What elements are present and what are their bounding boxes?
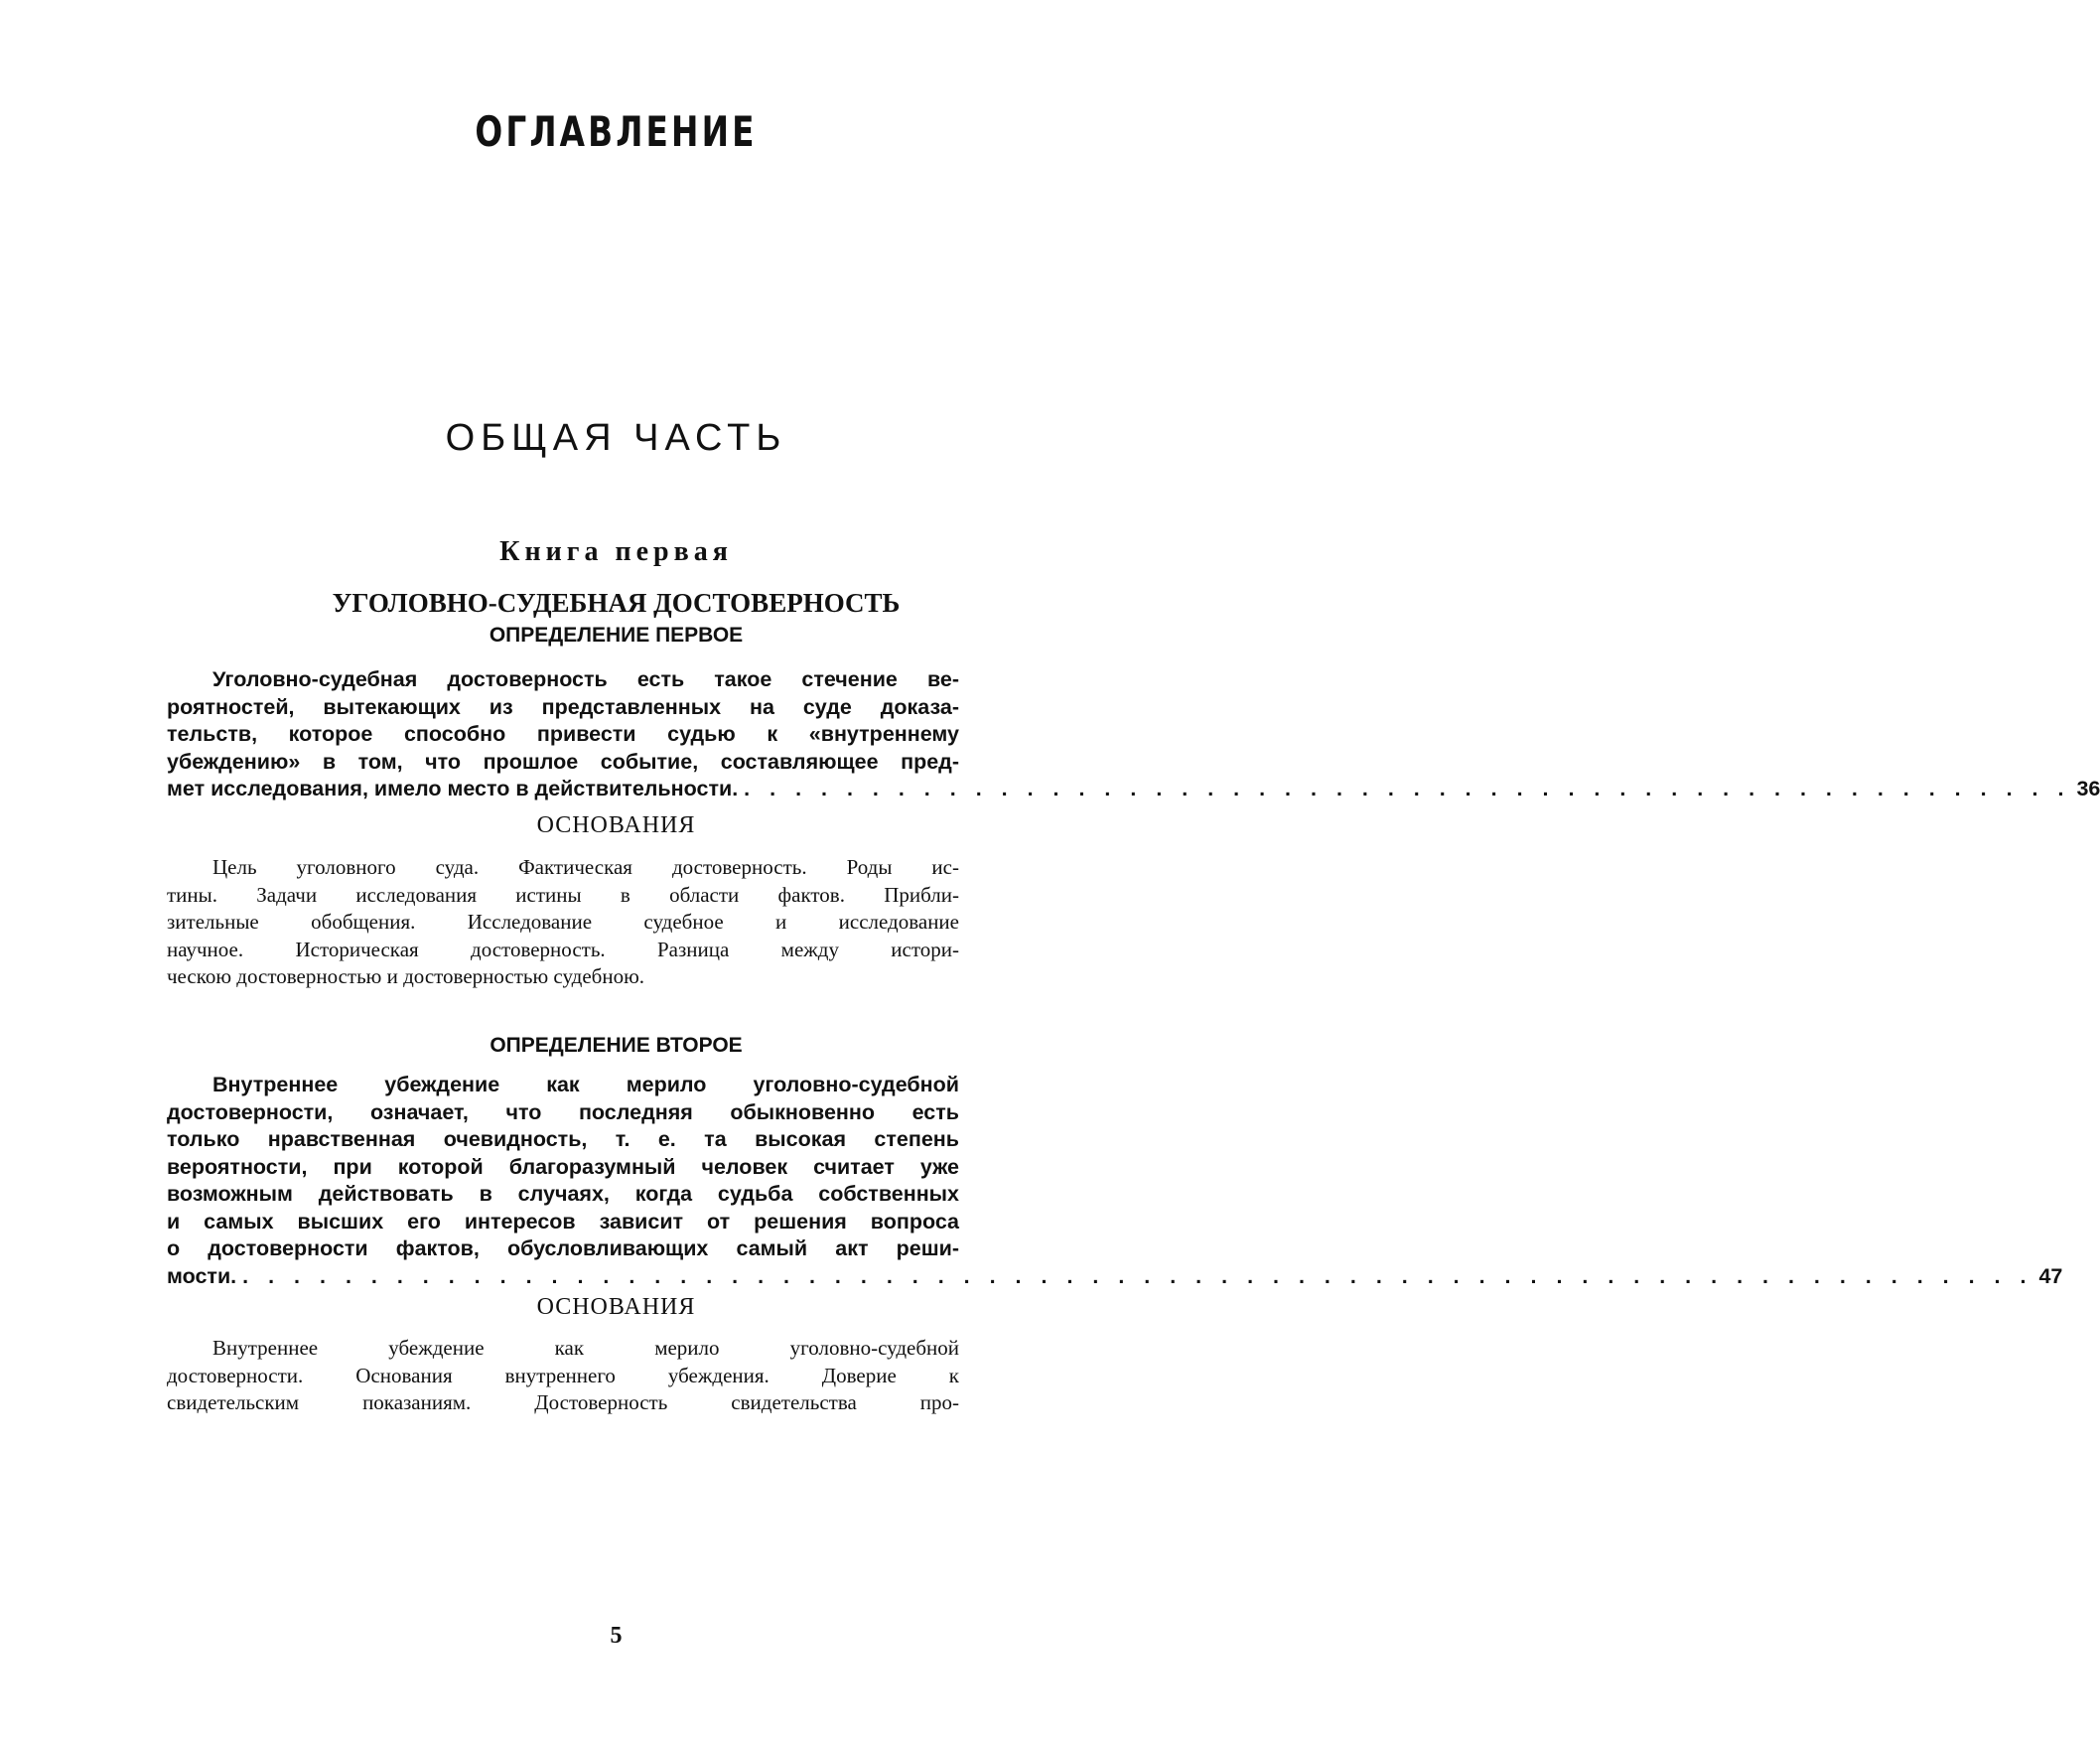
page-reference: 36 [2076, 777, 2100, 800]
basis-heading: ОСНОВАНИЯ [536, 1294, 696, 1320]
toc-entry-line [167, 1263, 2063, 1291]
basis-heading: ОСНОВАНИЯ [536, 812, 696, 838]
table-of-contents-title: ОГЛАВЛЕНИЕ [475, 107, 758, 156]
definition-text [167, 1072, 959, 1263]
definition-line: мет исследования, имело место в действительности. [167, 777, 739, 800]
basis-line: ческою достоверностью и достоверностью судебною. [167, 964, 645, 988]
definition-line: и самых высших его интересов зависит от решения вопроса [167, 1209, 959, 1234]
definition-line: только нравственная очевидность, т. е. та высокая степень [167, 1127, 959, 1151]
definition-line: вероятности, при которой благоразумный человек считает уже [167, 1154, 959, 1179]
book-label: Книга первая [499, 536, 733, 567]
definition-line: о достоверности фактов, обусловливающих самый акт реши- [167, 1236, 959, 1260]
definition-line: мости. [167, 1263, 237, 1288]
definition-line: возможным действовать в случаях, когда судьба собственных [167, 1182, 959, 1206]
definition-line: Внутреннее убеждение как мерило уголовно-судебной [212, 1073, 959, 1096]
definition-text [167, 666, 959, 776]
basis-text [167, 1335, 959, 1417]
book-title: УГОЛОВНО-СУДЕБНАЯ ДОСТОВЕРНОСТЬ [332, 588, 901, 618]
basis-line: зительные обобщения. Исследование судебное и исследование [167, 910, 959, 934]
basis-line: тины. Задачи исследования истины в области фактов. Прибли- [167, 882, 959, 907]
basis-line: достоверности. Основания внутреннего убеждения. Доверие к [167, 1363, 959, 1387]
basis-line: научное. Историческая достоверность. Разница между истори- [167, 937, 959, 961]
leader-dots: . . . . . . . . . . . . . . . . . . . . . . . . . . . . . . . . . . . . . . . . . . . . . . . . . . . . [744, 777, 2071, 800]
definition-line: убеждению» в том, что прошлое событие, составляющее пред- [167, 749, 959, 774]
definition-line: Уголовно-судебная достоверность есть такое стечение ве- [212, 667, 959, 691]
basis-text [167, 854, 959, 991]
definition-line: достоверности, означает, что последняя обыкновенно есть [167, 1099, 959, 1124]
leader-dots: . . . . . . . . . . . . . . . . . . . . . . . . . . . . . . . . . . . . . . . . . . . . . . . . . . . . . . . . . . . . . . . . . . . . . . [242, 1263, 2033, 1288]
page-reference: 47 [2038, 1263, 2063, 1288]
definition-heading: ОПРЕДЕЛЕНИЕ ВТОРОЕ [490, 1034, 743, 1057]
basis-line: свидетельским показаниям. Достоверность свидетельства про- [167, 1390, 959, 1414]
part-title: ОБЩАЯ ЧАСТЬ [445, 417, 787, 459]
basis-line: Цель уголовного суда. Фактическая достоверность. Роды ис- [212, 855, 959, 879]
definition-heading: ОПРЕДЕЛЕНИЕ ПЕРВОЕ [489, 624, 744, 647]
basis-line: Внутреннее убеждение как мерило уголовно-судебной [212, 1336, 959, 1360]
definition-line: тельств, которое способно привести судью к «внутреннему [167, 722, 959, 746]
toc-entry-line [167, 776, 2100, 803]
page-number: 5 [610, 1623, 623, 1649]
definition-entry [167, 1072, 2063, 1290]
definition-entry [167, 666, 2100, 803]
definition-line: роятностей, вытекающих из представленных на суде доказа- [167, 694, 959, 719]
